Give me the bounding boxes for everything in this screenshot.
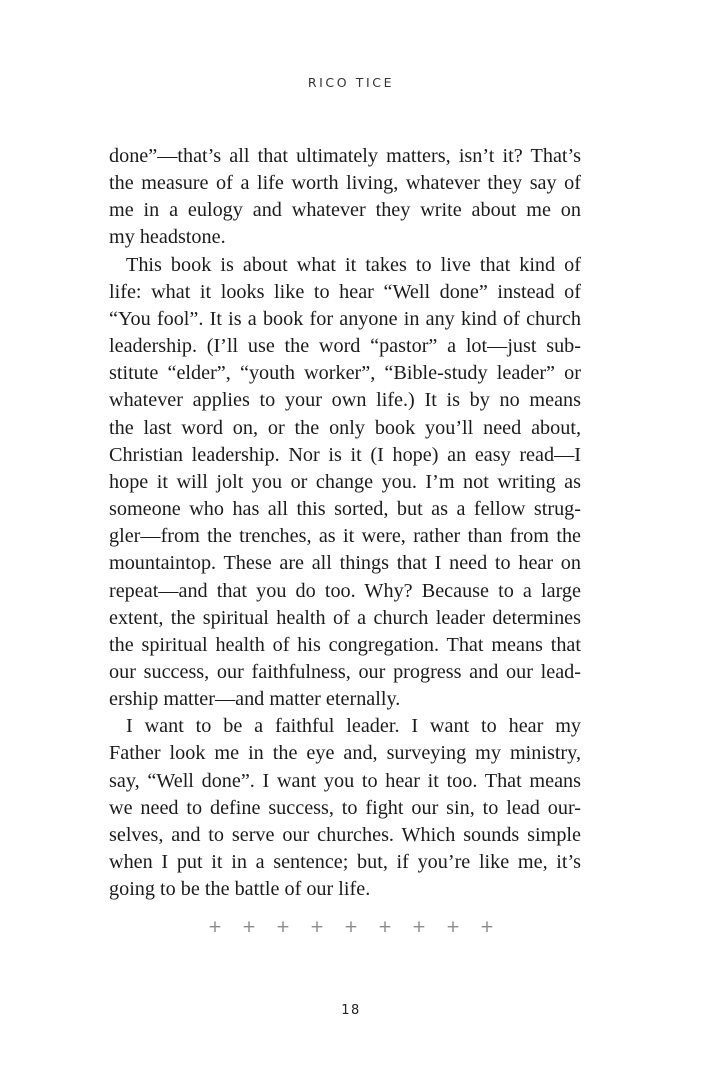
text-line: This book is about what it takes to live that kind of [126,253,581,276]
section-break-ornament [0,917,702,945]
paragraph-continued [109,143,581,252]
text-line: the measure of a life worth living, whatever they say of [109,172,581,195]
plus-ornament-glyph: + [309,917,325,937]
text-line: I want to be a faithful leader. I want to hear my [126,715,581,738]
plus-ornament-glyph: + [207,917,223,937]
text-line: we need to define success, to fight our sin, to lead our- [109,796,581,819]
paragraph [109,252,581,714]
text-line: say, “Well done”. I want you to hear it too. That means [109,769,581,792]
plus-ornament-glyph: + [343,917,359,937]
page-number: 18 [341,1003,361,1018]
text-line: the spiritual health of his congregation. That means that [109,633,581,656]
plus-ornament-glyph: + [411,917,427,937]
text-line: Christian leadership. Nor is it (I hope) an easy read—I [109,443,581,466]
text-line: hope it will jolt you or change you. I’m not writing as [109,470,581,493]
text-line: someone who has all this sorted, but as a fellow strug- [109,498,581,521]
body-text [109,143,581,903]
plus-ornament-glyph: + [275,917,291,937]
text-line: going to be the battle of our life. [109,878,371,901]
text-line: when I put it in a sentence; but, if you’re like me, it’s [109,851,581,874]
text-line: extent, the spiritual health of a church leader determines [109,606,581,629]
text-line: selves, and to serve our churches. Which sounds simple [109,823,581,846]
running-head: RICO TICE [307,75,395,90]
plus-ornament-glyph: + [241,917,257,937]
text-line: repeat—and that you do too. Why? Because to a large [109,579,581,602]
text-line: gler—from the trenches, as it were, rather than from the [109,525,581,548]
text-line: done”—that’s all that ultimately matters, isn’t it? That’s [109,145,581,167]
text-line: our success, our faithfulness, our progress and our lead- [109,660,581,683]
text-line: “You fool”. It is a book for anyone in any kind of church [109,307,581,330]
text-line: mountaintop. These are all things that I need to hear on [109,552,581,575]
text-line: my headstone. [109,226,226,249]
text-line: ership matter—and matter eternally. [109,688,401,711]
plus-ornament-glyph: + [377,917,393,937]
text-line: me in a eulogy and whatever they write about me on [109,199,581,222]
text-line: Father look me in the eye and, surveying my ministry, [109,742,581,765]
text-line: stitute “elder”, “youth worker”, “Bible-study leader” or [109,362,581,385]
paragraph [109,713,581,903]
text-line: life: what it looks like to hear “Well done” instead of [109,280,581,303]
plus-ornament-glyph: + [445,917,461,937]
text-line: the last word on, or the only book you’ll need about, [109,416,581,439]
plus-ornament-glyph: + [479,917,495,937]
text-line: leadership. (I’ll use the word “pastor” a lot—just sub- [109,335,581,358]
text-line: whatever applies to your own life.) It is by no means [109,389,581,412]
